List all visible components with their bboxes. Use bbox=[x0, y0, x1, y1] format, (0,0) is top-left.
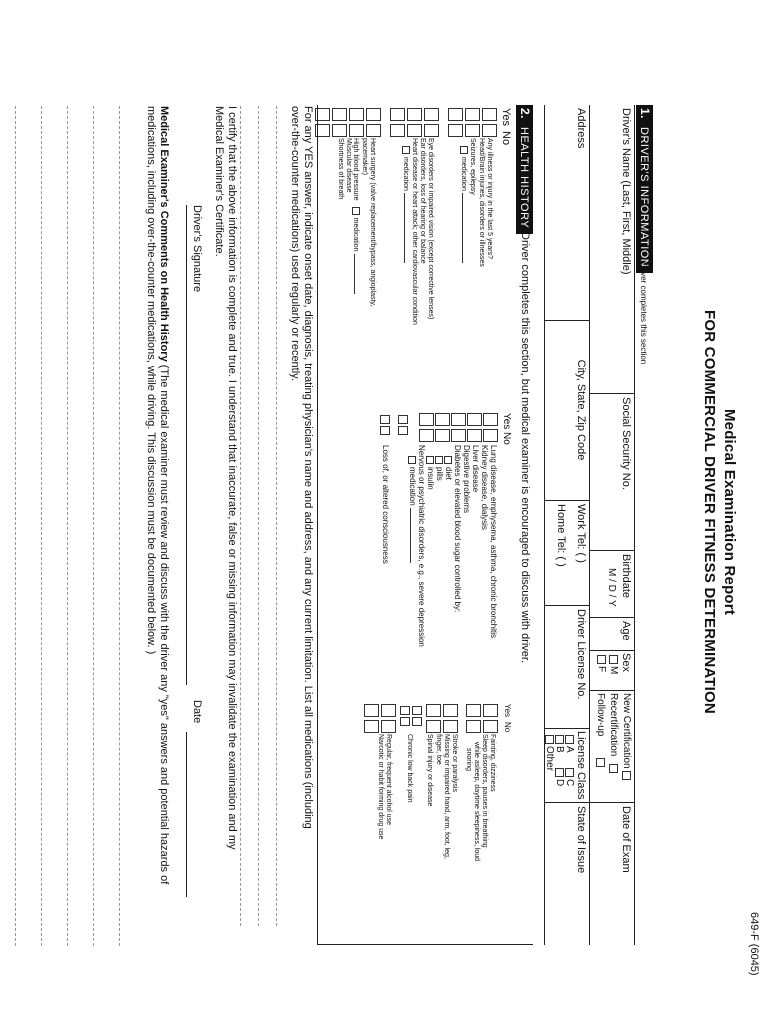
q-lung-checkboxes[interactable] bbox=[483, 413, 498, 442]
nervous-med-label: medication bbox=[408, 467, 417, 506]
address-label: Address bbox=[575, 108, 587, 149]
insulin-option[interactable] bbox=[426, 456, 435, 490]
examiner-comments-heading-2: medications, including over-the-counter medications, while driving. This discussion must be documented below. ) bbox=[145, 106, 157, 655]
driver-signature-field[interactable] bbox=[188, 300, 204, 680]
examiner-comments-field[interactable] bbox=[12, 106, 142, 946]
home-tel-label: Home Tel: ( ) bbox=[555, 504, 567, 567]
pills-option[interactable] bbox=[435, 456, 444, 481]
sex-label: Sex bbox=[620, 653, 632, 672]
pills-checkbox[interactable] bbox=[435, 456, 443, 464]
q-illness-label: Any illness or injury in the last 5 years? bbox=[486, 138, 493, 259]
q-bp-checkboxes[interactable] bbox=[349, 108, 364, 137]
cert-new-checkbox[interactable] bbox=[622, 771, 631, 780]
q-alcohol-checkboxes[interactable] bbox=[381, 704, 396, 733]
driver-signature-label: Driver's Signature bbox=[191, 205, 203, 293]
bp-med-label: medication bbox=[352, 217, 360, 252]
cert-new-option[interactable] bbox=[621, 693, 633, 782]
yes-explanation-field[interactable] bbox=[238, 106, 288, 926]
ssn-field[interactable] bbox=[592, 397, 618, 545]
q-stroke-checkboxes[interactable] bbox=[443, 704, 458, 733]
cert-re-checkbox[interactable] bbox=[609, 764, 618, 773]
q-heart-surgery-label: Heart surgery (valve replacement/bypass, angioplasty, bbox=[369, 138, 376, 307]
class-a-option[interactable] bbox=[564, 733, 576, 753]
comments-heading-rest: (The medical examiner must review and discuss with the driver any "yes" answers and potential hazards of bbox=[158, 361, 170, 885]
pills-label: pills bbox=[435, 467, 444, 481]
q-seizures-checkboxes[interactable] bbox=[448, 108, 463, 137]
q-seizures-med[interactable] bbox=[459, 146, 468, 263]
seizures-med-label: medication bbox=[460, 157, 468, 191]
sex-m-option[interactable] bbox=[608, 653, 620, 674]
col1-yes-header: Yes bbox=[500, 108, 512, 126]
cert-follow-option[interactable] bbox=[595, 693, 607, 769]
class-c-checkbox[interactable] bbox=[565, 768, 574, 777]
examiner-comments-heading bbox=[157, 106, 170, 884]
date-field[interactable] bbox=[188, 732, 204, 897]
q-missing-label-2: finger, toe bbox=[435, 734, 442, 765]
comments-heading-bold: Medical Examiner's Comments on Health History bbox=[158, 106, 170, 362]
license-no-field[interactable] bbox=[547, 609, 573, 724]
name-field[interactable] bbox=[592, 108, 618, 388]
q-sleep-label-2: while asleep, daytime sleepiness, loud bbox=[473, 742, 480, 862]
q-bp-label bbox=[351, 138, 360, 294]
certify-statement: I certify that the above information is complete and true. I understand that inaccurate, false or missing information may invalidate the examination and my bbox=[226, 106, 238, 850]
insulin-checkbox[interactable] bbox=[426, 456, 434, 464]
q-nervous-checkboxes[interactable] bbox=[398, 415, 408, 435]
bp-med-checkbox[interactable] bbox=[352, 207, 360, 215]
class-b-checkbox[interactable] bbox=[555, 735, 564, 744]
diet-label: diet bbox=[444, 467, 453, 480]
date-label: Date bbox=[191, 700, 203, 724]
insulin-label: insulin bbox=[426, 467, 435, 490]
diet-checkbox[interactable] bbox=[444, 456, 452, 464]
form-number: 649-F (6045) bbox=[748, 912, 760, 976]
report-title: Medical Examination Report bbox=[721, 408, 738, 616]
q-illness-checkboxes[interactable] bbox=[482, 108, 497, 137]
class-a-label: A bbox=[564, 746, 575, 753]
q-fainting-label: Fainting, dizziness bbox=[489, 734, 496, 792]
q-liver-checkboxes[interactable] bbox=[451, 413, 466, 442]
q-sleep-checkboxes[interactable] bbox=[466, 704, 481, 733]
col2-no-header: No bbox=[501, 432, 512, 445]
sex-f-checkbox[interactable] bbox=[597, 655, 606, 664]
q-ear-checkboxes[interactable] bbox=[407, 108, 422, 137]
cert-re-option[interactable] bbox=[608, 693, 620, 775]
class-c-label: C bbox=[564, 779, 575, 787]
q-heart-label: Heart disease or heart attack; other cardiovascular condition bbox=[411, 138, 418, 325]
class-b-option[interactable] bbox=[554, 733, 566, 753]
q-consciousness-label: Loss of, or altered consciousness bbox=[381, 445, 390, 564]
section1-title: DRIVER'S INFORMATION bbox=[638, 127, 650, 268]
q-backpain-checkboxes[interactable] bbox=[400, 706, 410, 726]
sex-m-label: M bbox=[608, 666, 619, 675]
sex-m-checkbox[interactable] bbox=[609, 655, 618, 664]
q-nervous-label: Nervous or psychiatric disorders, e.g., severe depression bbox=[417, 445, 426, 647]
q-narcotic-label: Narcotic or habit forming drug use bbox=[377, 734, 384, 840]
heart-med-label: medication bbox=[402, 157, 410, 191]
section2-title: HEALTH HISTORY bbox=[518, 127, 530, 229]
bp-label-text: High blood pressure bbox=[352, 138, 360, 201]
city-label: City, State, Zip Code bbox=[575, 359, 587, 461]
class-d-option[interactable] bbox=[554, 766, 566, 786]
license-class-label: License Class bbox=[575, 731, 587, 800]
q-eye-label: Eye disorders or impaired vision (except corrective lenses) bbox=[427, 138, 434, 320]
birthdate-label: Birthdate bbox=[620, 554, 632, 599]
cert-follow-checkbox[interactable] bbox=[596, 758, 605, 767]
col3-yes-header: Yes bbox=[503, 704, 512, 718]
address-field[interactable] bbox=[547, 108, 573, 316]
q-muscular-label: Muscular disease bbox=[345, 138, 352, 193]
birthdate-format: M / D / Y bbox=[606, 568, 617, 607]
license-no-label: Driver License No. bbox=[575, 609, 587, 700]
q-spinal-checkboxes[interactable] bbox=[412, 706, 422, 726]
sex-f-option[interactable] bbox=[596, 653, 608, 672]
q-lung-label: Lung disease, emphysema, asthma, chronic bronchitis bbox=[489, 445, 498, 638]
name-field-label: Driver's Name (Last, First, Middle) bbox=[620, 108, 632, 275]
state-issue-field[interactable] bbox=[547, 806, 573, 941]
q-kidney-checkboxes[interactable] bbox=[467, 413, 482, 442]
cert-follow-label: Follow-up bbox=[595, 693, 606, 737]
section2-number: 2. bbox=[518, 108, 532, 120]
col2-yes-header: Yes bbox=[501, 413, 512, 430]
q-seizures-label: Seizures, epilepsy bbox=[469, 138, 476, 195]
heart-med-checkbox[interactable] bbox=[402, 146, 410, 154]
q-head-checkboxes[interactable] bbox=[465, 108, 480, 137]
q-diabetes-label: Diabetes or elevated blood sugar controlled by: bbox=[453, 445, 462, 613]
age-label: Age bbox=[620, 621, 632, 641]
q-consciousness-checkboxes[interactable] bbox=[380, 415, 390, 435]
q-missing-checkboxes[interactable] bbox=[426, 704, 441, 733]
q-breath-label: Shortness of breath bbox=[337, 138, 344, 200]
state-issue-label: State of Issue bbox=[575, 806, 587, 874]
yes-instructions-2: over-the-counter medications) used regularly or recently. bbox=[289, 106, 301, 381]
work-tel-label: Work Tel: ( ) bbox=[575, 504, 587, 563]
q-heart-checkboxes[interactable] bbox=[390, 108, 405, 137]
q-kidney-label: Kidney disease, dialysis bbox=[480, 445, 489, 530]
q-heart-surgery-checkboxes[interactable] bbox=[366, 108, 381, 137]
class-other-label: Other bbox=[544, 746, 555, 772]
q-heart-med[interactable] bbox=[401, 146, 410, 263]
q-fainting-checkboxes[interactable] bbox=[483, 704, 498, 733]
q-head-label: Head/Brain injuries, disorders or illnesses bbox=[478, 138, 485, 267]
q-muscular-checkboxes[interactable] bbox=[332, 108, 347, 137]
diet-option[interactable] bbox=[444, 456, 453, 480]
date-exam-label: Date of Exam bbox=[620, 806, 632, 873]
q-sleep-label: Sleep disorders, pauses in breathing bbox=[481, 734, 488, 848]
q-eye-checkboxes[interactable] bbox=[424, 108, 439, 137]
section2-note: Driver completes this section, but medical examiner is encouraged to discuss with driver. bbox=[519, 232, 531, 664]
city-field[interactable] bbox=[547, 324, 573, 496]
q-narcotic-checkboxes[interactable] bbox=[364, 704, 379, 733]
q-backpain-label: Chronic low back pain bbox=[406, 734, 413, 803]
class-other-checkbox[interactable] bbox=[545, 735, 554, 744]
class-c-option[interactable] bbox=[564, 766, 576, 786]
col1-no-header: No bbox=[500, 131, 512, 146]
section2-header bbox=[516, 105, 533, 234]
q-diabetes-checkboxes[interactable] bbox=[419, 413, 434, 442]
q-liver-label: Liver disease bbox=[471, 445, 480, 493]
certify-statement-2: Medical Examiner's Certificate. bbox=[213, 106, 225, 257]
section1-number: 1. bbox=[638, 108, 652, 120]
q-ear-label: Ear disorders, loss of hearing or balance bbox=[419, 138, 426, 264]
class-other-option[interactable] bbox=[544, 733, 556, 771]
report-subtitle: FOR COMMERCIAL DRIVER FITNESS DETERMINATION bbox=[701, 310, 718, 714]
section1-note: Driver completes this section bbox=[639, 262, 648, 365]
yes-instructions: For any YES answer, indicate onset date, diagnosis, treating physician's name and address, and any current limitation. List all medications (including bbox=[302, 106, 314, 829]
class-d-label: D bbox=[554, 779, 565, 787]
q-heart-surgery-label-2: pacemaker) bbox=[361, 138, 368, 175]
cert-new-label: New Certification bbox=[621, 693, 632, 769]
q-alcohol-label: Regular, frequent alcohol use bbox=[385, 734, 392, 826]
class-a-checkbox[interactable] bbox=[565, 735, 574, 744]
sex-f-label: F bbox=[596, 666, 607, 673]
col3-no-header: No bbox=[503, 722, 512, 733]
class-b-label: B bbox=[554, 746, 565, 753]
section1-header bbox=[636, 105, 653, 273]
q-spinal-label: Spinal injury or disease bbox=[426, 734, 433, 807]
q-missing-label: Missing or impaired hand, arm, foot, leg, bbox=[443, 734, 450, 859]
seizures-med-checkbox[interactable] bbox=[460, 146, 468, 154]
date-exam-field[interactable] bbox=[592, 806, 618, 941]
q-digestive-label: Digestive problems bbox=[462, 445, 471, 514]
cert-re-label: Recertification bbox=[608, 693, 619, 757]
ssn-field-label: Social Security No. bbox=[620, 397, 632, 490]
q-sleep-label-3: snoring bbox=[465, 748, 472, 771]
q-digestive-checkboxes[interactable] bbox=[435, 413, 450, 442]
nervous-med-checkbox[interactable] bbox=[408, 456, 416, 464]
q-stroke-label: Stroke or paralysis bbox=[451, 734, 458, 792]
class-d-checkbox[interactable] bbox=[555, 768, 564, 777]
nervous-med-option[interactable] bbox=[408, 456, 417, 563]
